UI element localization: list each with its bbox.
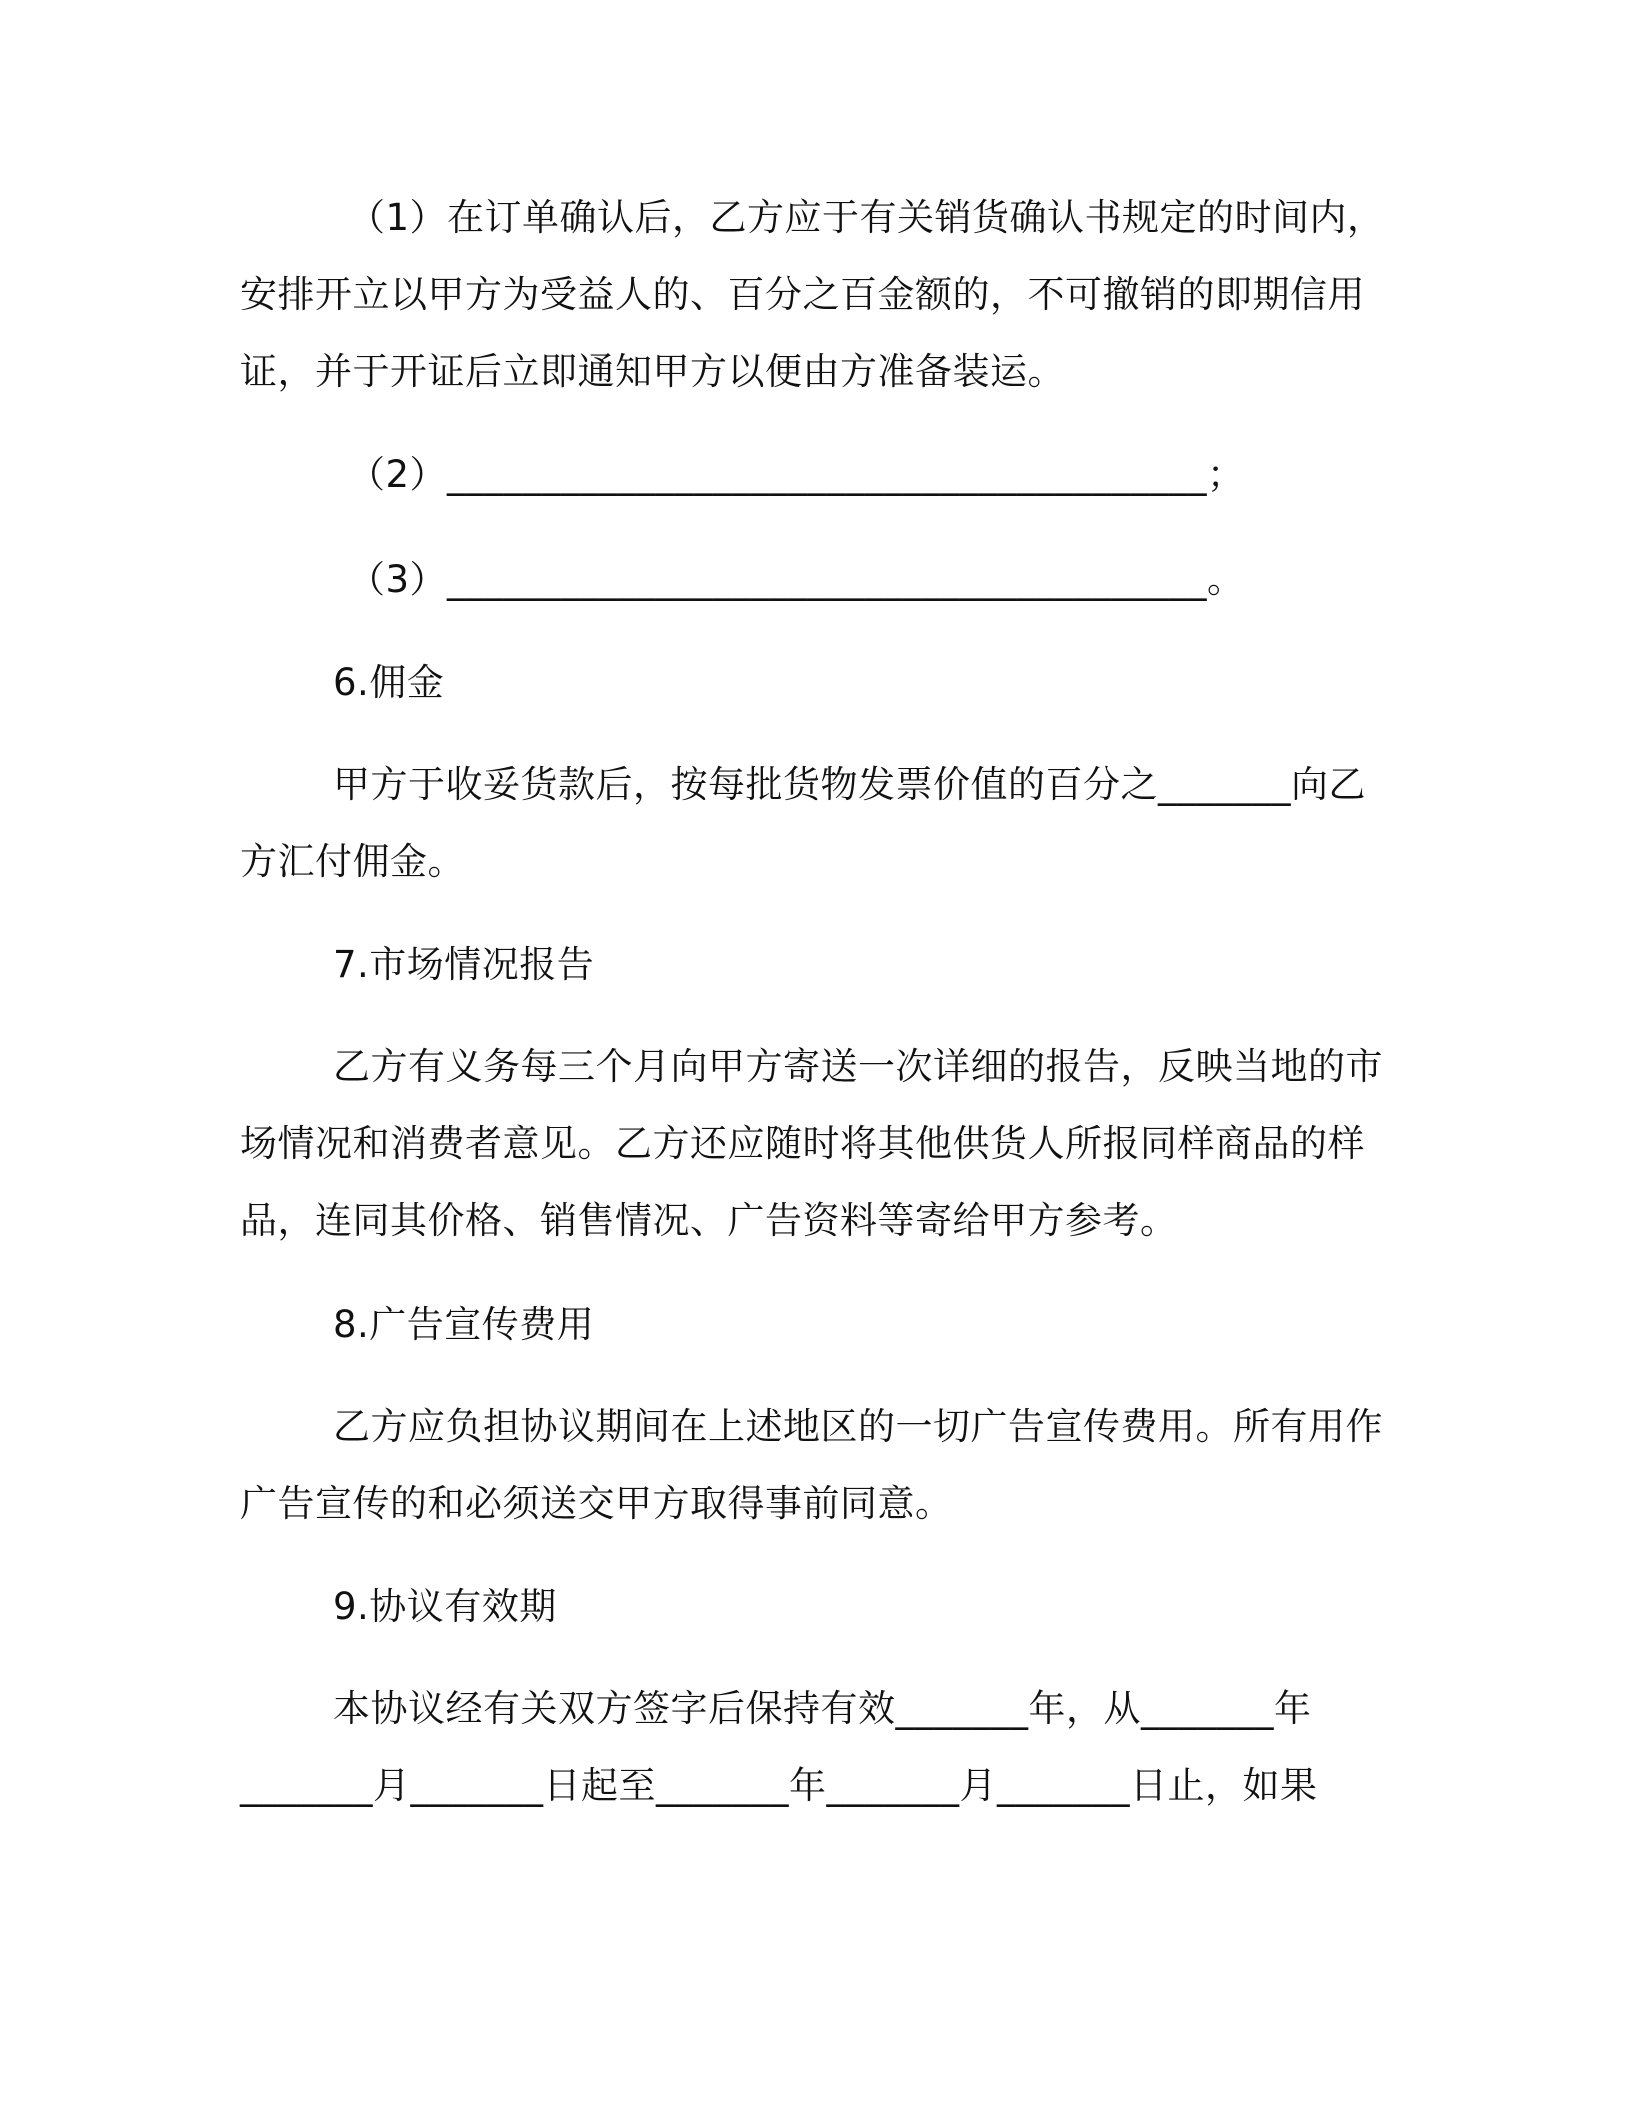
paragraph-line: 甲方于收妥货款后，按每批货物发票价值的百分之_______向乙 — [333, 763, 1366, 806]
section-heading-market-report: 7.市场情况报告 — [333, 943, 595, 986]
paragraph-line: 乙方应负担协议期间在上述地区的一切广告宣传费用。所有用作 — [333, 1405, 1383, 1448]
paragraph-line: 本协议经有关双方签字后保持有效_______年，从_______年 — [333, 1687, 1312, 1730]
item-2-blank: （2）________________________________________； — [348, 453, 1245, 496]
section-heading-advertising: 8.广告宣传费用 — [333, 1303, 595, 1346]
item-3-blank: （3）________________________________________。 — [348, 558, 1245, 601]
paragraph-line: 安排开立以甲方为受益人的、百分之百金额的，不可撤销的即期信用 — [240, 273, 1365, 316]
section-heading-validity: 9.协议有效期 — [333, 1585, 557, 1628]
section-heading-commission: 6.佣金 — [333, 661, 445, 704]
paragraph-line: _______月_______日起至_______年_______月_______日止，如果 — [240, 1764, 1318, 1807]
paragraph-line: 方汇付佣金。 — [240, 840, 465, 883]
paragraph-line: 证，并于开证后立即通知甲方以便由方准备装运。 — [240, 350, 1065, 393]
item-1-text: （1）在订单确认后，乙方应于有关销货确认书规定的时间内， — [348, 196, 1385, 239]
paragraph-line: 乙方有义务每三个月向甲方寄送一次详细的报告，反映当地的市 — [333, 1045, 1383, 1088]
paragraph-line: 场情况和消费者意见。乙方还应随时将其他供货人所报同样商品的样 — [240, 1122, 1365, 1165]
paragraph-line: 广告宣传的和必须送交甲方取得事前同意。 — [240, 1482, 953, 1525]
paragraph-line: 品，连同其价格、销售情况、广告资料等寄给甲方参考。 — [240, 1199, 1178, 1242]
